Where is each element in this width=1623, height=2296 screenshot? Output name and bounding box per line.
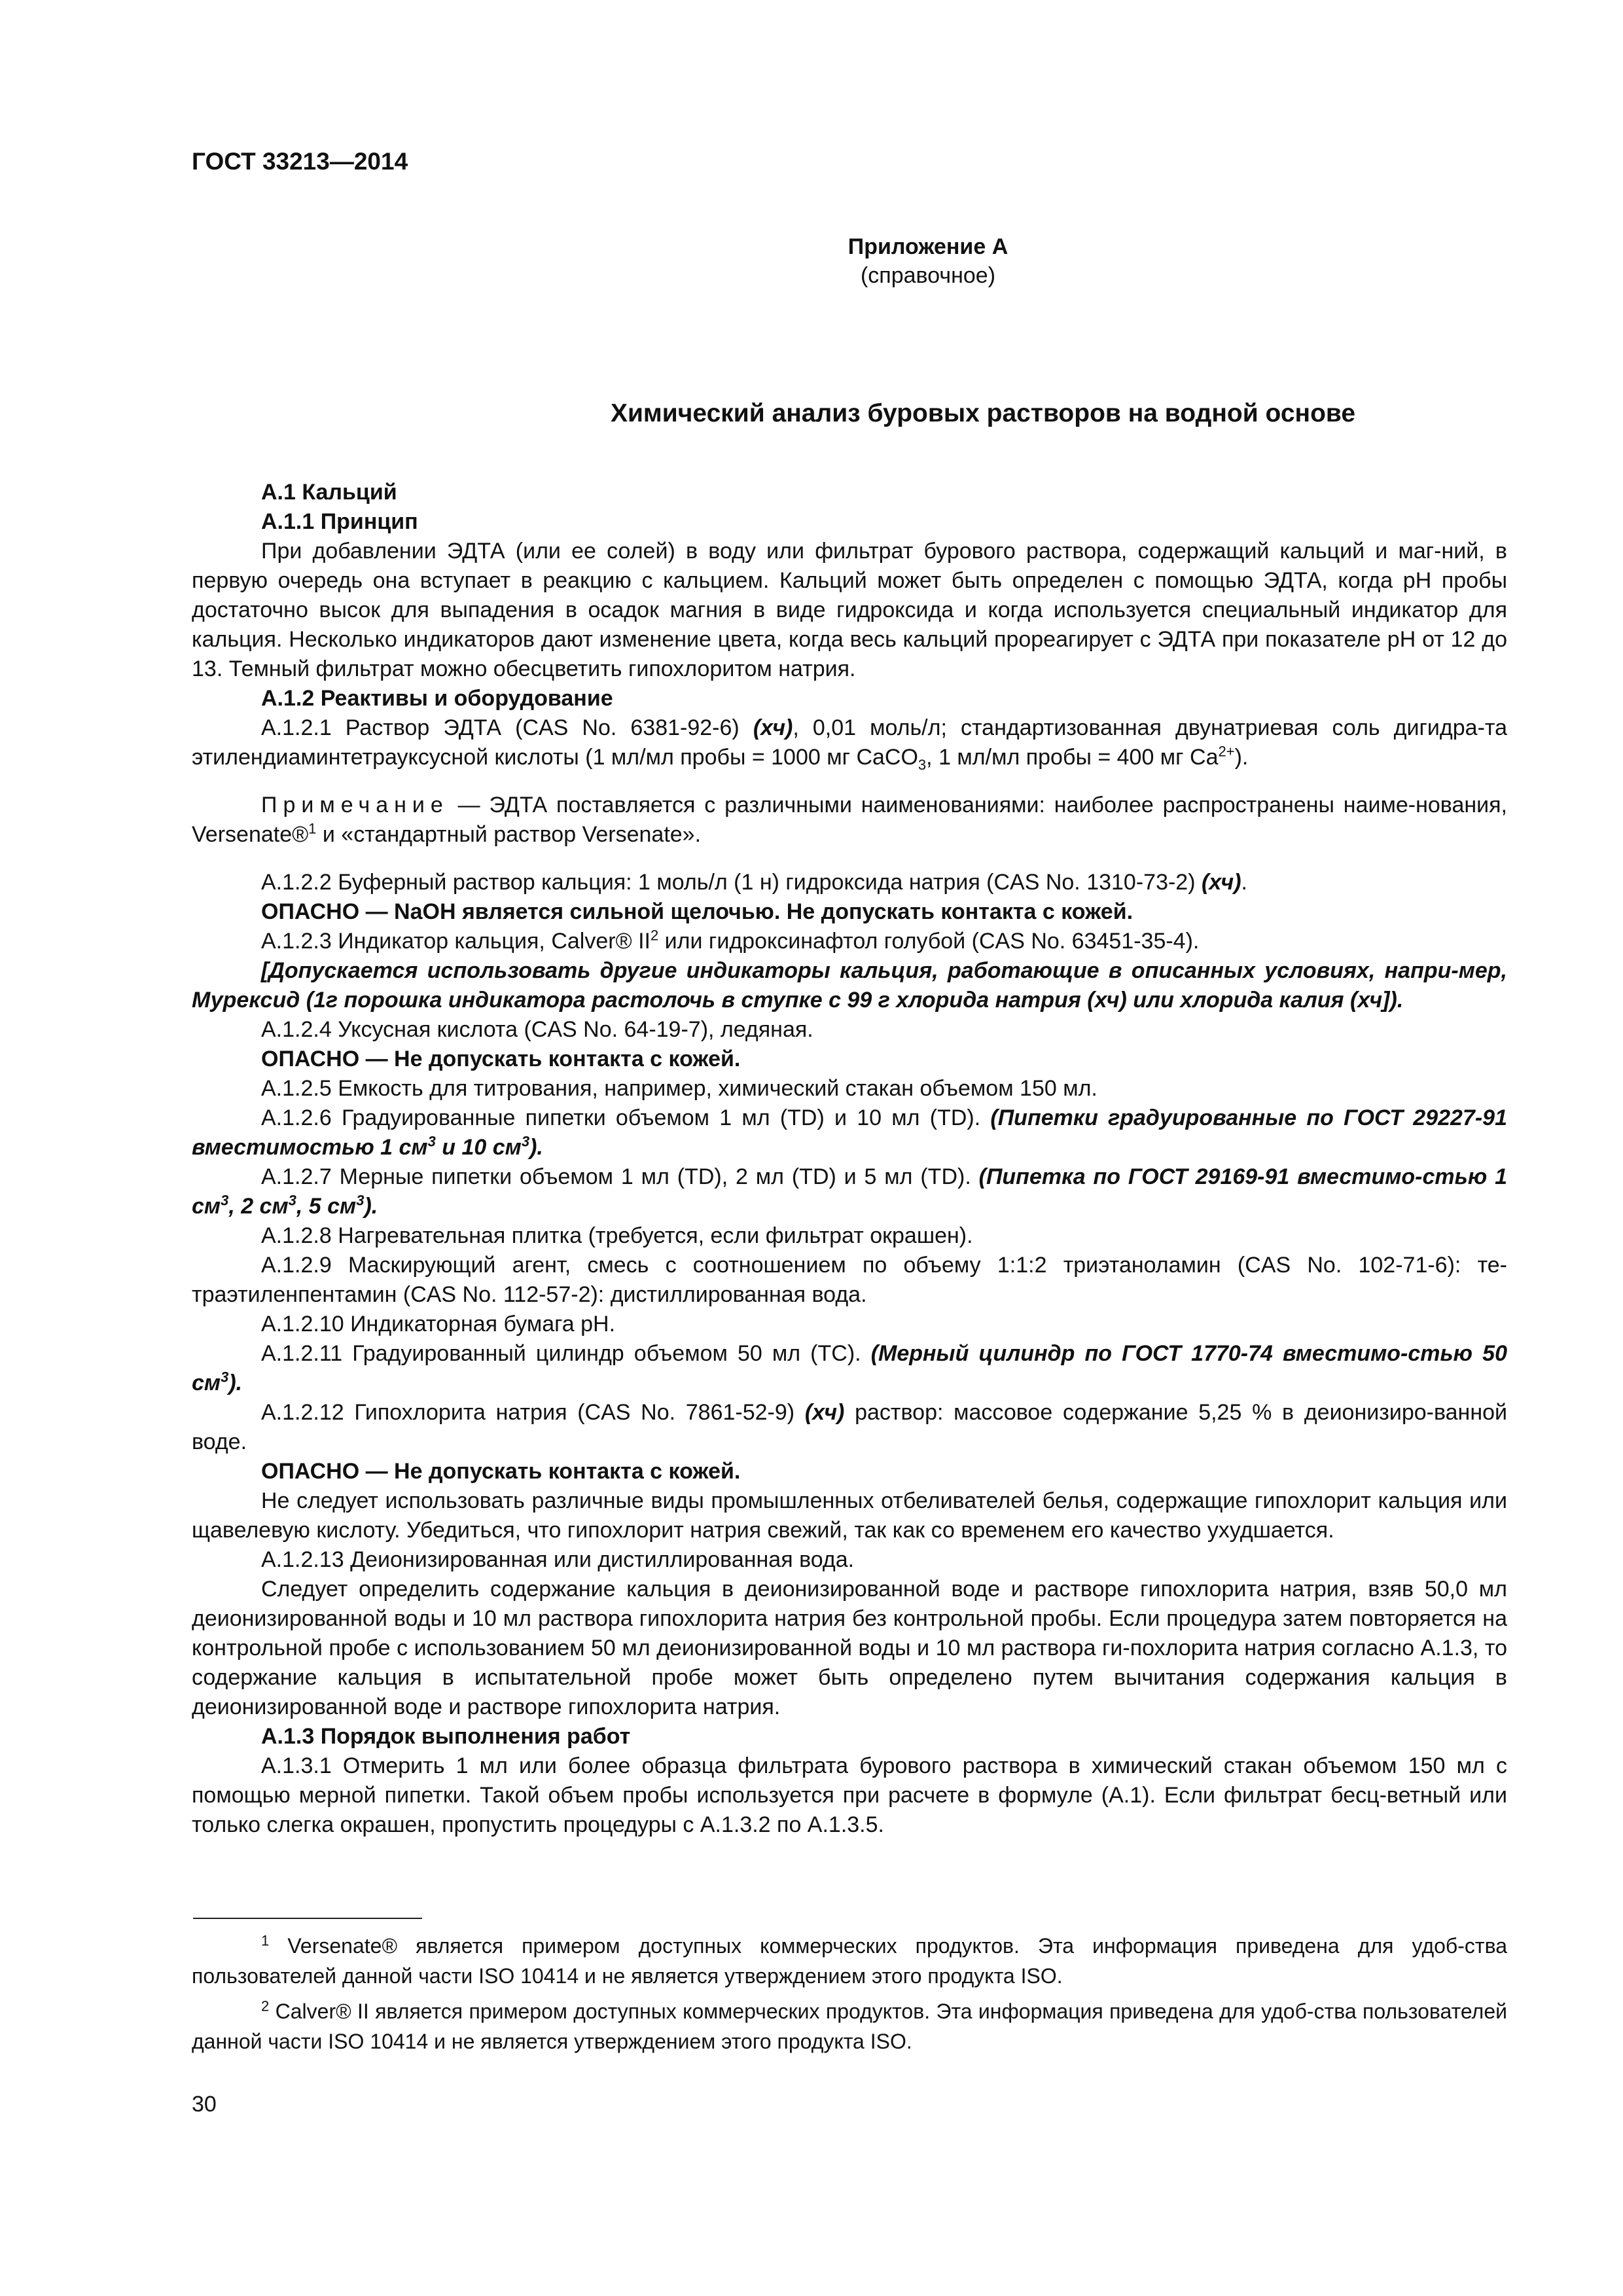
danger-warning: ОПАСНО — Не допускать контакта с кожей. [261,1047,741,1071]
superscript: 3 [221,1369,229,1386]
paragraph: Не следует использовать различные виды промышленных отбеливателей белья, содержащие гипохлорит кальция или щавелевую кислоту. Убедиться, что гипохлорит натрия свежий, так как со временем его качество ухудшается. [192,1488,1507,1543]
superscript: 3 [356,1192,365,1209]
footnote-ref-1: 1 [308,820,317,837]
grade-mark: (хч) [753,715,793,740]
grade-mark: (хч) [804,1400,845,1425]
clause-text: или гидроксинафтол голубой (CAS No. 63451-35-4). [658,929,1200,954]
clause-a1205: А.1.2.5 Емкость для титрования, например, химический стакан объемом 150 мл. [261,1076,1097,1101]
clause-text: А.1.2.6 Градуированные пипетки объемом 1 мл (TD) и 10 мл (TD). [261,1105,981,1130]
national-insertion: [Допускается использовать другие индикаторы кальция, работающие в описанных условиях, напри-мер, Мурексид (1г порошка индикатора растолочь в ступке с 99 г хлорида натрия (хч) или хлорида калия (хч]). [192,958,1507,1013]
national-insertion: ). [529,1135,543,1160]
clause-text: А.1.2.11 Градуированный цилиндр объемом 50 мл (TC). [261,1341,861,1366]
clause-text: А.1.2.1 Раствор ЭДТА (CAS No. 6381-92-6) [261,715,740,740]
clause-text: А.1.2.2 Буферный раствор кальция: 1 моль/л (1 н) гидроксида натрия (CAS No. 1310-73-2) [261,870,1196,895]
clause-a1213: А.1.2.13 Деионизированная или дистиллированная вода. [261,1547,855,1572]
paragraph: Следует определить содержание кальция в деионизированной воде и растворе гипохлорита натрия, взяв 50,0 мл деионизированной воды и 10 мл раствора гипохлорита натрия без контрольной пробы. Если процедура затем повторяется на контрольной пробе с использованием 50 мл деионизированной воды и 10 мл раствора ги-похлорита натрия согласно А.1.3, то содержание кальция в испытательной пробе может быть определено путем вычитания содержания кальция в деионизированной воде и растворе гипохлорита натрия. [192,1577,1507,1719]
national-insertion: (Мерный цилиндр по ГОСТ 1770-74 вместимо-стью 50 см [192,1341,1507,1395]
subsection-heading: А.1.2 Реактивы и оборудование [261,686,613,711]
annex-body [192,478,1507,1840]
clause-a1208: А.1.2.8 Нагревательная плитка (требуется, если фильтрат окрашен). [261,1223,973,1248]
national-insertion: , 2 см [228,1194,289,1219]
superscript: 3 [427,1133,436,1150]
subscript: 3 [918,756,927,773]
national-insertion: ). [364,1194,378,1219]
danger-warning: ОПАСНО — NaOH является сильной щелочью. Не допускать контакта с кожей. [261,899,1133,924]
clause-text: . [1241,870,1247,895]
standard-number: ГОСТ 33213—2014 [192,148,408,175]
clause-a1201 [192,713,1507,772]
note-label: Примечание [261,793,449,817]
clause-a1203 [192,927,1507,956]
footnote [192,1996,1507,2056]
clause-a1210: А.1.2.10 Индикаторная бумага pH. [261,1312,616,1336]
note-text: — ЭДТА поставляется с различными наименованиями: наиболее распространены наиме-нования, Versenate® [192,793,1507,847]
clause-text: А.1.2.7 Мерные пипетки объемом 1 мл (TD), 2 мл (TD) и 5 мл (TD). [261,1164,971,1189]
annex-title: Приложение А [847,234,1008,259]
national-insertion: , 5 см [296,1194,357,1219]
national-insertion: ). [228,1371,243,1395]
clause-a1211 [192,1339,1507,1398]
clause-a1202 [192,868,1507,897]
superscript: 2+ [1218,743,1235,760]
grade-mark: (хч) [1202,870,1241,895]
clause-text: А.1.2.12 Гипохлорита натрия (CAS No. 7861-52-9) [261,1400,795,1425]
clause-a1204: А.1.2.4 Уксусная кислота (CAS No. 64-19-7), ледяная. [261,1017,813,1042]
clause-a1212 [192,1398,1507,1457]
clause-text: , 0,01 моль/л; стандартизованная двунатриевая соль дигидра-та этилендиаминтетрауксусной кислоты (1 мл/мл пробы = 1000 мг CaCO [192,715,1507,770]
note [192,791,1507,850]
clause-a1209: А.1.2.9 Маскирующий агент, смесь с соотношением по объему 1:1:2 триэтаноламин (CAS No. 102-71-6): те-траэтиленпентамин (CAS No. 112-57-2): дистиллированная вода. [192,1253,1507,1307]
clause-text: ). [1234,745,1249,770]
annex-main-title: Химический анализ буровых растворов на водной основе [610,399,1356,427]
superscript: 3 [221,1192,229,1209]
subsection-heading: А.1.3 Порядок выполнения работ [261,1724,631,1749]
paragraph: При добавлении ЭДТА (или ее солей) в воду или фильтрат бурового раствора, содержащий кальций и маг-ний, в первую очередь она вступает в реакцию с кальцием. Кальций может быть определен с помощью ЭДТА, когда pH пробы достаточно высок для выпадения в осадок магния в виде гидроксида и когда используется специальный индикатор для кальция. Несколько индикаторов дают изменение цвета, когда весь кальций прореагирует с ЭДТА при показателе pH от 12 до 13. Темный фильтрат можно обесцветить гипохлоритом натрия. [192,539,1507,681]
national-insertion: и 10 см [435,1135,522,1160]
footnote [192,1931,1507,1991]
annex-kind: (справочное) [860,263,996,288]
clause-a1207 [192,1162,1507,1221]
footnote-mark: 1 [261,1932,270,1949]
clause-text: раствор: массовое содержание 5,25 % в деионизиро-ванной воде. [192,1400,1508,1454]
superscript: 3 [521,1133,530,1150]
footnote-text: Calver® II является примером доступных коммерческих продуктов. Эта информация приведена для удоб-ства пользователей данной части ISO 10414 и не является утверждением этого продукта ISO. [192,2000,1508,2053]
footnote-mark: 2 [261,1998,270,2015]
footnotes [192,1931,1507,2062]
clause-a1301: А.1.3.1 Отмерить 1 мл или более образца фильтрата бурового раствора в химический стакан объемом 150 мл с помощью мерной пипетки. Такой объем пробы используется при расчете в формуле (А.1). Если фильтрат бесц-ветный или только слегка окрашен, пропустить процедуры с А.1.3.2 по А.1.3.5. [192,1753,1507,1837]
footnote-separator [193,1918,422,1919]
superscript: 3 [288,1192,296,1209]
section-heading: А.1 Кальций [261,480,397,505]
page-number: 30 [192,2092,217,2117]
footnote-ref-2: 2 [650,927,659,944]
national-insertion: (Пипетки градуированные по ГОСТ 29227-91 вместимостью 1 см [192,1105,1507,1160]
footnote-text: Versenate® является примером доступных коммерческих продуктов. Эта информация приведена для удоб-ства пользователей данной части ISO 10414 и не является утверждением этого продукта ISO. [192,1934,1508,1988]
note-text: и «стандартный раствор Versenate». [316,822,702,847]
national-insertion: (Пипетка по ГОСТ 29169-91 вместимо-стью 1 см [192,1164,1507,1219]
clause-text: , 1 мл/мл пробы = 400 мг Ca [926,745,1219,770]
clause-a1206 [192,1103,1507,1162]
subsection-heading: А.1.1 Принцип [261,509,418,534]
danger-warning: ОПАСНО — Не допускать контакта с кожей. [261,1459,741,1484]
clause-text: А.1.2.3 Индикатор кальция, Calver® II [261,929,651,954]
